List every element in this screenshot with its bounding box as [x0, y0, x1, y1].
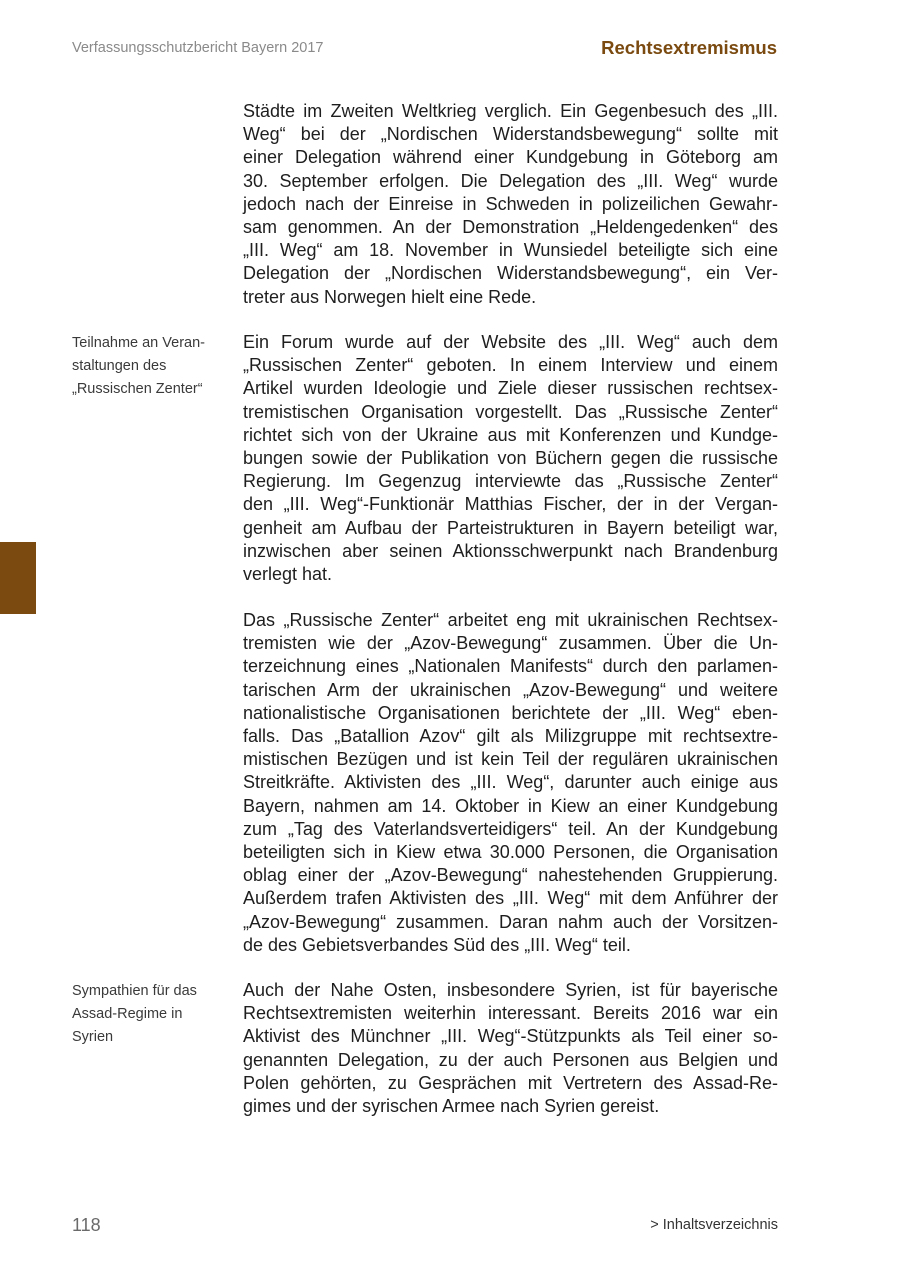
text-line: jedoch nach der Einreise in Schweden in polizeilichen Gewahr- — [243, 193, 778, 214]
text-line: bungen sowie der Publikation von Büchern gegen die russische — [243, 448, 778, 469]
margin-note-russisches-zenter — [72, 332, 232, 401]
text-line: „Azov-Bewegung“ zusammen. Daran nahm auch der Vorsitzen- — [243, 911, 778, 932]
margin-note-assad-regime — [72, 980, 232, 1049]
margin-note-line: staltungen des — [72, 358, 167, 374]
margin-note-line: Teilnahme an Veran- — [72, 335, 205, 351]
margin-note-line: Assad-Regime in — [72, 1006, 183, 1022]
text-line: treter aus Norwegen hielt eine Rede. — [243, 286, 537, 307]
text-line: verlegt hat. — [243, 564, 333, 585]
text-line: Bayern, nahmen am 14. Oktober in Kiew an einer Kundgebung — [243, 795, 778, 816]
text-line: Das „Russische Zenter“ arbeitet eng mit ukrainischen Rechtsex- — [243, 610, 778, 630]
text-line: terzeichnung eines „Nationalen Manifests“ durch den parlamen- — [243, 656, 778, 677]
paragraph-russisches-zenter — [243, 331, 778, 586]
text-line: 30. September erfolgen. Die Delegation des „III. Weg“ wurde — [243, 170, 778, 191]
text-line: nationalistische Organisationen berichtete der „III. Weg“ eben- — [243, 702, 778, 723]
paragraph-azov-bewegung — [243, 609, 778, 957]
text-line: genannten Delegation, zu der auch Personen aus Belgien und — [243, 1049, 778, 1070]
text-line: beteiligten sich in Kiew etwa 30.000 Personen, die Organisation — [243, 842, 778, 863]
text-line: Artikel wurden Ideologie und Ziele dieser russischen rechtsex- — [243, 378, 778, 399]
text-line: zum „Tag des Vaterlandsverteidigers“ teil. An der Kundgebung — [243, 818, 778, 839]
text-line: sam genommen. An der Demonstration „Heldengedenken“ des — [243, 217, 778, 238]
text-line: richtet sich von der Ukraine aus mit Konferenzen und Kundge- — [243, 424, 778, 445]
text-line: Weg“ bei der „Nordischen Widerstandsbewegung“ sollte mit — [243, 124, 778, 145]
text-line: einer Delegation während einer Kundgebung in Göteborg am — [243, 147, 778, 168]
text-line: „Russischen Zenter“ geboten. In einem Interview und einem — [243, 355, 778, 376]
text-line: Aktivist des Münchner „III. Weg“-Stützpunkts als Teil einer so- — [243, 1026, 778, 1047]
margin-note-line: „Russischen Zenter“ — [72, 381, 203, 397]
table-of-contents-link[interactable]: > Inhaltsverzeichnis — [650, 1217, 778, 1233]
text-line: gimes und der syrischen Armee nach Syrien gereist. — [243, 1096, 660, 1117]
page-number: 118 — [72, 1215, 101, 1235]
running-header-title: Verfassungsschutzbericht Bayern 2017 — [72, 40, 324, 56]
text-line: Regierung. Im Gegenzug interviewte das „Russische Zenter“ — [243, 471, 778, 492]
margin-note-line: Sympathien für das — [72, 983, 197, 999]
paragraph-syrien — [243, 979, 778, 1118]
text-line: oblag einer der „Azov-Bewegung“ nahestehenden Gruppierung. — [243, 865, 778, 886]
text-line: Auch der Nahe Osten, insbesondere Syrien, ist für bayerische — [243, 980, 778, 1000]
paragraph-delegation — [243, 100, 778, 309]
text-line: Streitkräfte. Aktivisten des „III. Weg“, darunter auch einige aus — [243, 772, 778, 793]
text-line: Rechtsextremisten weiterhin interessant. Bereits 2016 war ein — [243, 1003, 778, 1024]
text-line: tremisten wie der „Azov-Bewegung“ zusammen. Über die Un- — [243, 633, 778, 654]
margin-note-line: Syrien — [72, 1029, 114, 1045]
text-line: genheit am Aufbau der Parteistrukturen in Bayern beteiligt war, — [243, 517, 778, 538]
text-line: mistischen Bezügen und ist kein Teil der regulären ukrainischen — [243, 749, 778, 770]
text-line: tremistischen Organisation vorgestellt. Das „Russische Zenter“ — [243, 401, 778, 422]
text-line: Polen gehörten, zu Gesprächen mit Vertretern des Assad-Re- — [243, 1072, 778, 1093]
chapter-marker-tab — [0, 542, 36, 614]
text-line: inzwischen aber seinen Aktionsschwerpunkt nach Brandenburg — [243, 540, 778, 561]
text-line: Außerdem trafen Aktivisten des „III. Weg“ mit dem Anführer der — [243, 888, 778, 909]
text-line: Delegation der „Nordischen Widerstandsbewegung“, ein Ver- — [243, 263, 778, 284]
text-line: Städte im Zweiten Weltkrieg verglich. Ein Gegenbesuch des „III. — [243, 101, 778, 121]
text-line: tarischen Arm der ukrainischen „Azov-Bewegung“ und weitere — [243, 679, 778, 700]
text-line: „III. Weg“ am 18. November in Wunsiedel beteiligte sich eine — [243, 240, 778, 261]
text-line: falls. Das „Batallion Azov“ gilt als Milizgruppe mit rechtsextre- — [243, 726, 778, 747]
text-line: den „III. Weg“-Funktionär Matthias Fischer, der in der Vergan- — [243, 494, 778, 515]
chapter-title: Rechtsextremismus — [601, 37, 777, 58]
text-line: Ein Forum wurde auf der Website des „III. Weg“ auch dem — [243, 332, 778, 352]
text-line: de des Gebietsverbandes Süd des „III. Weg“ teil. — [243, 934, 631, 955]
